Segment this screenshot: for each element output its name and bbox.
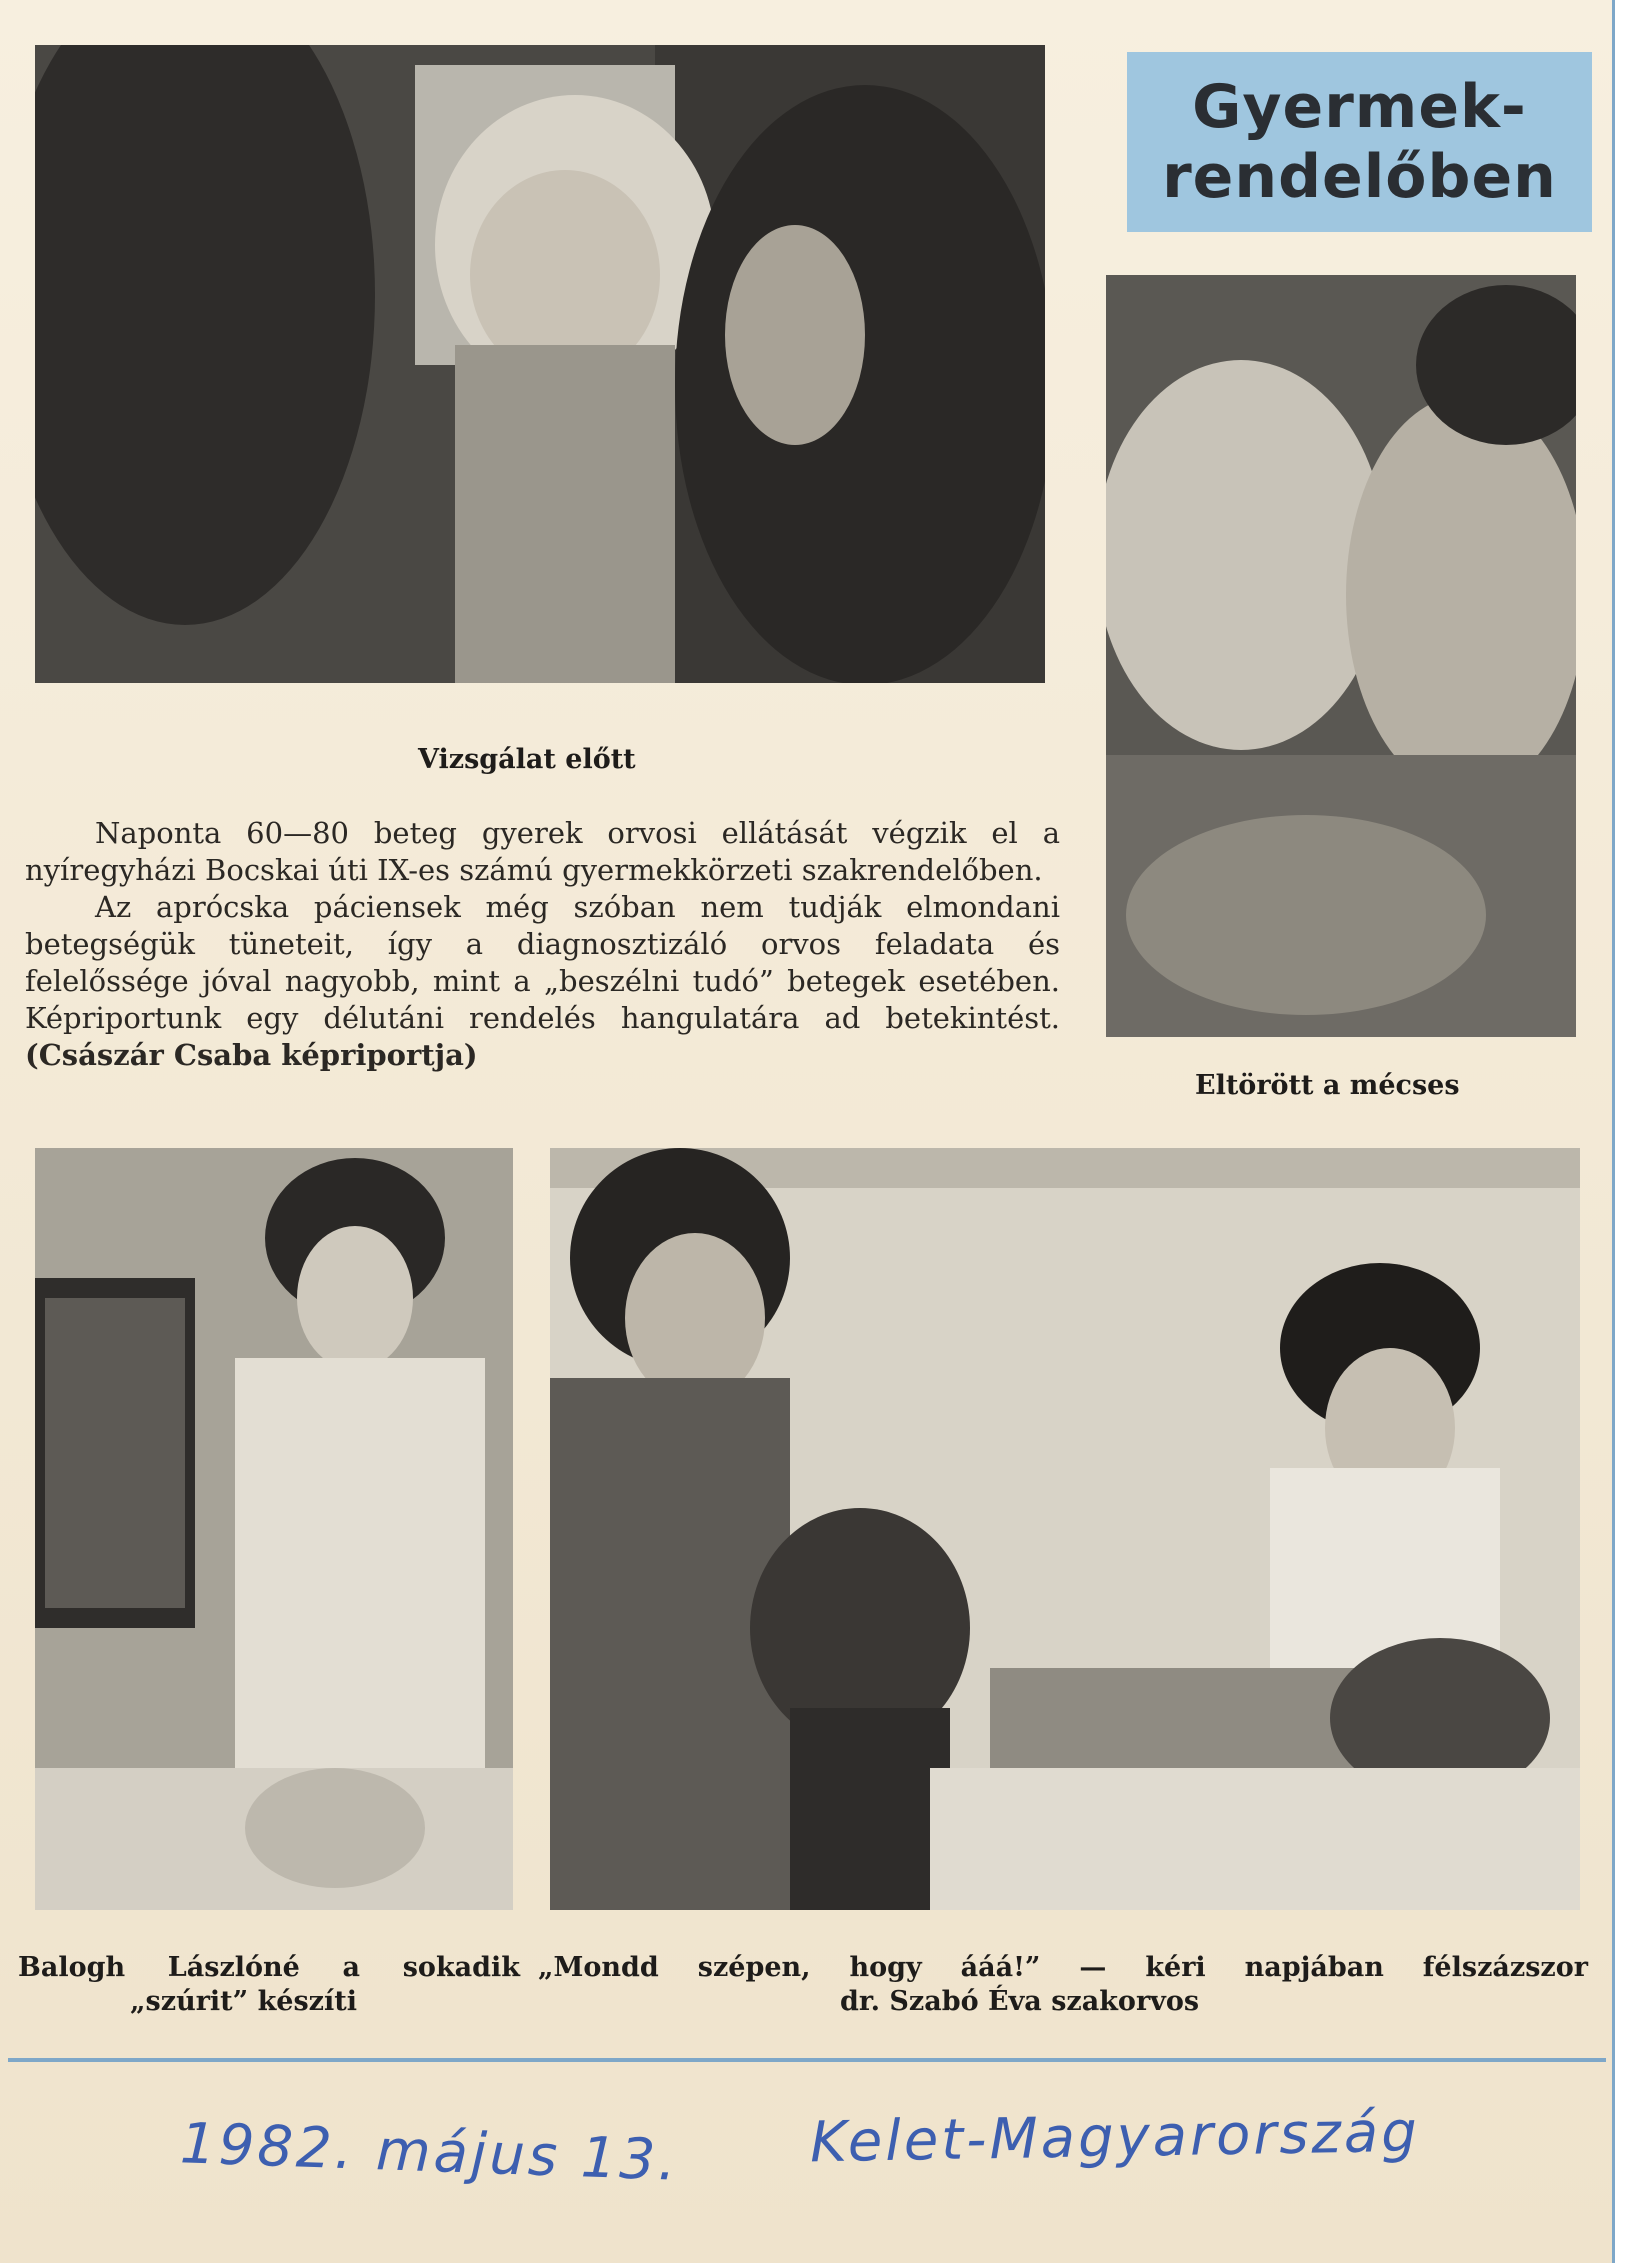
headline-line-2: rendelőben xyxy=(1162,142,1557,212)
caption-doctor-line-2: dr. Szabó Éva szakorvos xyxy=(840,1986,1200,2017)
clipping-edge xyxy=(1612,0,1644,2263)
photo-nurse-preparing-injection xyxy=(35,1148,513,1910)
caption-nurse-line-1: Balogh Lászlóné a sokadik xyxy=(18,1952,520,1983)
article-paragraph-1: Naponta 60—80 beteg gyerek orvosi ellátását végzik el a nyíregyházi Bocskai úti IX-es számú gyermekkörzeti szakrendelőben. xyxy=(25,816,1060,887)
article-paragraph-2-text: Az aprócska páciensek még szóban nem tudják elmondani betegségük tüneteit, így a diagnosztizáló orvos feladata és felelőssége jóval nagyobb, mint a „beszélni tudó” betegek esetében. Képriportunk egy délutáni rendelés hangulatára ad betekintést. xyxy=(25,890,1060,1035)
caption-crying-baby: Eltörött a mécses xyxy=(1195,1070,1460,1101)
bottom-rule xyxy=(8,2058,1606,2062)
headline-box xyxy=(1127,52,1592,232)
handwritten-source: Kelet-Magyarország xyxy=(809,2099,1421,2176)
handwritten-date: 1982. május 13. xyxy=(179,2111,681,2194)
photo-before-examination xyxy=(35,45,1045,683)
photo-credit: (Császár Csaba képriportja) xyxy=(25,1038,478,1072)
caption-doctor-line-1: „Mondd szépen, hogy ááá!” — kéri napjában félszázszor xyxy=(538,1952,1588,1983)
article-paragraph-2 xyxy=(25,889,1060,1074)
photo-crying-baby xyxy=(1106,275,1576,1037)
headline-line-1: Gyermek- xyxy=(1192,72,1527,142)
article-body xyxy=(25,815,1060,1074)
caption-before-examination: Vizsgálat előtt xyxy=(418,744,636,775)
caption-nurse-line-2: „szúrit” készíti xyxy=(130,1986,357,2017)
photo-doctor-examining-child xyxy=(550,1148,1580,1910)
